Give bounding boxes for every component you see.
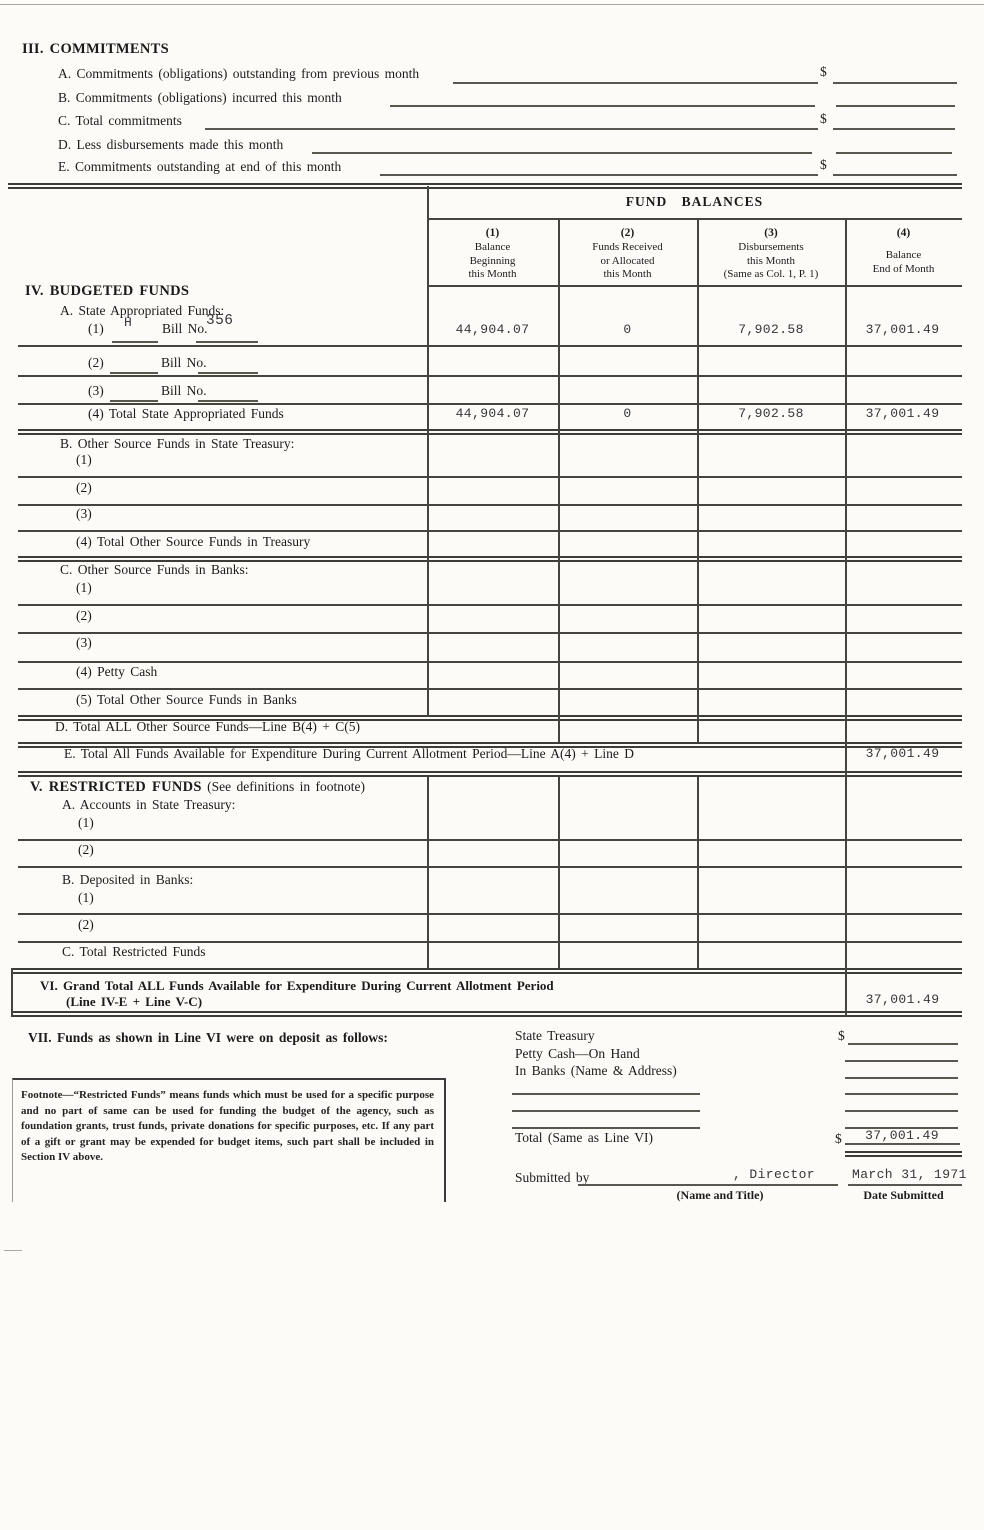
table-rule (18, 375, 962, 377)
col3-header (697, 241, 845, 282)
section5-heading-bold: V. RESTRICTED FUNDS (30, 779, 202, 795)
fill-in-line (198, 400, 258, 402)
section4-heading: IV. BUDGETED FUNDS (25, 283, 190, 299)
col4-line2: End of Month (872, 262, 935, 275)
b-row-1: (1) (76, 452, 92, 467)
commitments-row-e-label: E. Commitments outstanding at end of this month (58, 159, 342, 174)
total-restricted-label: C. Total Restricted Funds (62, 944, 206, 959)
col4-line1: Balance (885, 249, 922, 261)
commitments-row-c-label: C. Total commitments (58, 113, 182, 128)
b-row-3: (3) (76, 506, 92, 521)
fill-in-line (512, 1093, 700, 1095)
c-row-4-petty-cash: (4) Petty Cash (76, 664, 158, 679)
table-rule (18, 866, 962, 868)
dollar-sign-a: $ (820, 64, 827, 79)
total-dollar-sign: $ (835, 1131, 842, 1146)
col2-line2: or Allocated (600, 254, 655, 267)
dollar-sign-c: $ (820, 111, 827, 126)
fill-in-line (833, 128, 955, 130)
table-column-border (558, 218, 560, 742)
state-appropriated-heading: A. State Appropriated Funds: (60, 303, 225, 318)
table-rule (18, 345, 962, 347)
accounts-treasury-heading: A. Accounts in State Treasury: (62, 797, 236, 812)
fill-in-line (112, 341, 158, 343)
table-rule (18, 941, 962, 943)
section6-line2: (Line IV-E + Line V-C) (66, 994, 203, 1009)
fill-in-line (833, 174, 957, 176)
double-rule (18, 429, 962, 435)
col2-header (558, 241, 697, 282)
table-column-border (697, 777, 699, 968)
bill-row1-label: Bill No. (162, 321, 208, 336)
value-r4-c3: 7,902.58 (738, 406, 804, 421)
col3-line1: Disbursements (738, 241, 804, 253)
commitments-row-d-label: D. Less disbursements made this month (58, 137, 284, 152)
fill-in-line (845, 1143, 960, 1145)
bill-row1-house-typed: H (124, 315, 133, 330)
deposit-state-treasury-label: State Treasury (515, 1028, 595, 1043)
submitted-by-label: Submitted by (515, 1170, 590, 1185)
deposit-total-label: Total (Same as Line VI) (515, 1130, 654, 1145)
col4-header (845, 249, 962, 276)
fill-in-line (836, 152, 952, 154)
scan-artifact-line (4, 1250, 22, 1251)
value-deposit-total: 37,001.49 (865, 1128, 939, 1143)
value-e-c4: 37,001.49 (865, 746, 940, 761)
scan-artifact-line (0, 4, 984, 5)
v-b-row-1: (1) (78, 890, 94, 905)
value-r1-c4: 37,001.49 (865, 322, 940, 337)
table-column-border (697, 218, 699, 742)
section5-heading-note: (See definitions in footnote) (201, 779, 366, 794)
fill-in-line (512, 1110, 700, 1112)
fill-in-line (836, 105, 955, 107)
deposit-in-banks-label: In Banks (Name & Address) (515, 1063, 677, 1078)
fill-in-line (110, 372, 158, 374)
c-row-1: (1) (76, 580, 92, 595)
value-r1-c3: 7,902.58 (738, 322, 804, 337)
section5-heading (30, 779, 365, 795)
deposit-dollar-sign: $ (838, 1028, 845, 1043)
col3-line3: (Same as Col. 1, P. 1) (723, 268, 819, 280)
table-column-border (845, 218, 847, 1017)
table-rule (18, 632, 962, 634)
total-state-appropriated-label: (4) Total State Appropriated Funds (88, 406, 284, 421)
col1-header (427, 241, 558, 282)
fill-in-line (453, 82, 818, 84)
double-rule (18, 556, 962, 562)
c-row-3: (3) (76, 635, 92, 650)
value-grand-total: 37,001.49 (865, 992, 940, 1007)
deposit-petty-cash-label: Petty Cash—On Hand (515, 1046, 640, 1061)
fill-in-line (312, 152, 812, 154)
table-column-border (11, 968, 13, 1017)
fill-in-line (845, 1127, 958, 1129)
value-r4-c4: 37,001.49 (865, 406, 940, 421)
col1-line1: Balance (474, 241, 511, 253)
section6-line1: VI. Grand Total ALL Funds Available for Expenditure During Current Allotment Period (40, 978, 554, 993)
double-rule (18, 771, 962, 777)
fill-in-line (848, 1184, 962, 1186)
table-rule (427, 218, 962, 220)
double-rule (8, 183, 962, 189)
table-column-border (427, 777, 429, 968)
bill-row3-prefix: (3) (88, 383, 104, 398)
table-rule (18, 688, 962, 690)
fill-in-line (196, 341, 258, 343)
fill-in-line (845, 1093, 958, 1095)
value-r4-c1: 44,904.07 (455, 406, 530, 421)
d-total-all-other-label: D. Total ALL Other Source Funds—Line B(4) + C(5) (55, 719, 361, 734)
table-column-border (558, 777, 560, 968)
table-rule (18, 504, 962, 506)
v-a-row-1: (1) (78, 815, 94, 830)
submitted-title-typed: , Director (733, 1167, 816, 1182)
section7-heading: VII. Funds as shown in Line VI were on deposit as follows: (28, 1030, 388, 1045)
fill-in-line (578, 1184, 838, 1186)
table-rule (18, 530, 962, 532)
col2-number: (2) (620, 227, 635, 239)
e-total-all-funds-label: E. Total All Funds Available for Expenditure During Current Allotment Period—Line A(4) + Line D (64, 746, 634, 761)
footnote-box (12, 1078, 446, 1202)
footnote-text: Footnote—“Restricted Funds” means funds which must be used for a specific purpose and no part of same can be used for funding the budget of the agency, such as foundation grants, trust funds, private donations for specific purposes, etc. If any part of a gift or grant may be expended for budget items, such part shall be included in Section IV above. (21, 1089, 434, 1163)
submitted-date-typed: March 31, 1971 (852, 1167, 967, 1182)
col3-line2: this Month (747, 254, 795, 267)
b-row-2: (2) (76, 480, 92, 495)
fill-in-line (833, 82, 957, 84)
col1-line2: Beginning (469, 254, 516, 267)
c-row-2: (2) (76, 608, 92, 623)
fill-in-line (110, 400, 158, 402)
fill-in-line (205, 128, 818, 130)
table-rule (18, 839, 962, 841)
section3-title: III. COMMITMENTS (22, 41, 169, 57)
table-rule (18, 403, 962, 405)
commitments-row-a-label: A. Commitments (obligations) outstanding from previous month (58, 66, 420, 81)
bill-row1-prefix: (1) (88, 321, 104, 336)
deposited-banks-heading: B. Deposited in Banks: (62, 872, 194, 887)
name-and-title-caption: (Name and Title) (676, 1188, 764, 1202)
date-submitted-caption: Date Submitted (863, 1188, 944, 1202)
other-source-treasury-heading: B. Other Source Funds in State Treasury: (60, 436, 295, 451)
double-rule (845, 1151, 962, 1157)
commitments-row-b-label: B. Commitments (obligations) incurred this month (58, 90, 342, 105)
double-rule (18, 715, 962, 721)
fill-in-line (198, 372, 258, 374)
v-a-row-2: (2) (78, 842, 94, 857)
col4-number: (4) (896, 227, 911, 239)
value-r1-c1: 44,904.07 (455, 322, 530, 337)
table-rule (18, 604, 962, 606)
col1-number: (1) (485, 227, 500, 239)
col3-number: (3) (764, 227, 778, 239)
table-rule (427, 285, 962, 287)
table-rule (18, 476, 962, 478)
double-rule (18, 742, 962, 748)
fill-in-line (380, 174, 818, 176)
fill-in-line (512, 1127, 700, 1129)
fill-in-line (845, 1060, 958, 1062)
col1-line3: this Month (468, 268, 517, 280)
c-row-5-total: (5) Total Other Source Funds in Banks (76, 692, 297, 707)
double-rule (11, 1011, 962, 1017)
dollar-sign-e: $ (820, 157, 827, 172)
col2-line1: Funds Received (592, 241, 663, 253)
b-row-4-total: (4) Total Other Source Funds in Treasury (76, 534, 311, 549)
table-rule (18, 913, 962, 915)
bill-row2-prefix: (2) (88, 355, 104, 370)
fill-in-line (845, 1077, 958, 1079)
fill-in-line (845, 1110, 958, 1112)
other-source-banks-heading: C. Other Source Funds in Banks: (60, 562, 249, 577)
fill-in-line (390, 105, 815, 107)
v-b-row-2: (2) (78, 917, 94, 932)
fund-balances-title: FUND BALANCES (625, 194, 764, 209)
bill-row3-label: Bill No. (161, 383, 207, 398)
table-column-border (427, 186, 429, 717)
double-rule (11, 968, 962, 974)
value-r4-c2: 0 (623, 406, 632, 421)
bill-row2-label: Bill No. (161, 355, 207, 370)
fill-in-line (848, 1043, 958, 1045)
col2-line3: this Month (603, 268, 652, 280)
bill-row1-number-typed: 356 (206, 313, 234, 329)
table-rule (18, 661, 962, 663)
value-r1-c2: 0 (623, 322, 632, 337)
